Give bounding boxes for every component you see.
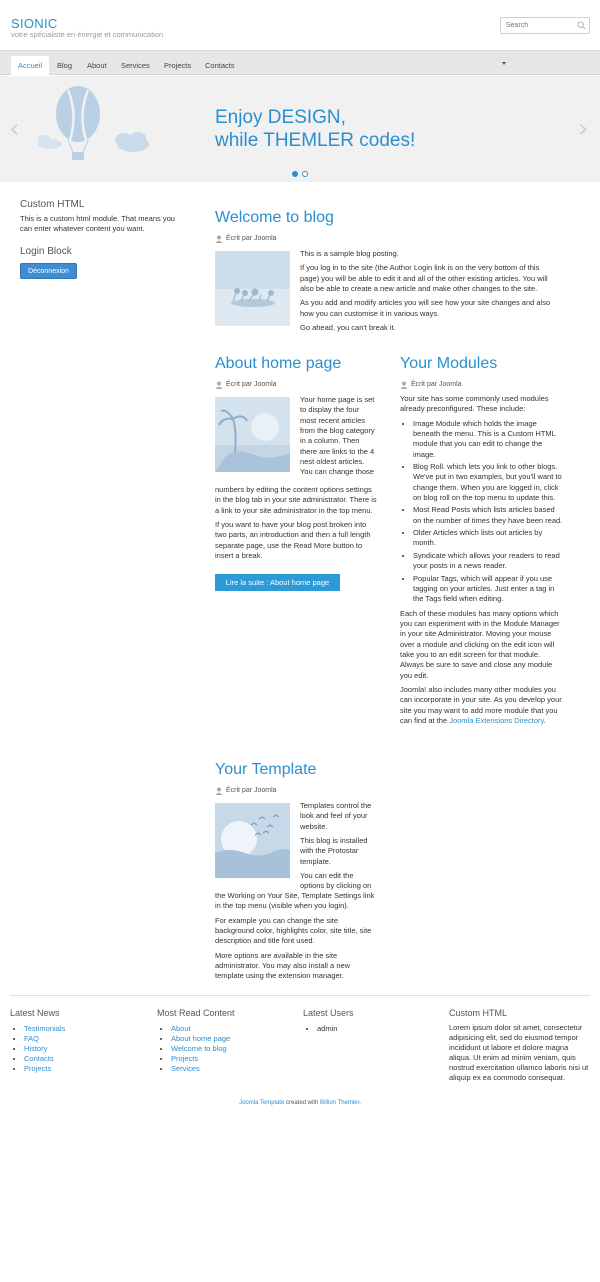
- header: [0, 0, 600, 50]
- themler-link[interactable]: Billion Themler: [320, 1100, 360, 1106]
- sidebar-custom-html-title: Custom HTML: [20, 199, 85, 210]
- slider-prev-icon[interactable]: ‹: [9, 114, 20, 144]
- sidebar-login-title: Login Block: [20, 246, 72, 257]
- article-title-modules[interactable]: Your Modules: [400, 355, 498, 372]
- article-paragraph: You can edit the options by clicking on: [300, 871, 372, 891]
- article-author-welcome: [215, 234, 277, 243]
- article-paragraph: Your site has some commonly used modules already preconfigured. These include:: [400, 394, 549, 414]
- article-body-about: [215, 485, 377, 565]
- author-label: Écrit par Joomla: [226, 381, 277, 388]
- article-author-template: [215, 786, 277, 795]
- article-author-modules: [400, 380, 462, 389]
- footer-most-read: [157, 1024, 230, 1074]
- nav-item-services[interactable]: Services: [121, 61, 150, 70]
- footer-latest-users-title: Latest Users: [303, 1008, 354, 1018]
- nav-item-blog[interactable]: Blog: [57, 61, 73, 70]
- article-title-about[interactable]: About home page: [215, 355, 342, 372]
- site-title[interactable]: SIONIC: [11, 16, 58, 31]
- footer-link[interactable]: FAQ: [24, 1034, 40, 1043]
- footer-link[interactable]: Contacts: [24, 1054, 54, 1063]
- article-paragraph: More options are available in the site administrator. You may also install a new template using the extension manager.: [215, 950, 351, 981]
- article-image-template: [215, 803, 290, 878]
- article-paragraph: If you want to have your blog post broken into two parts, an introduction and then a full length separate page, use the Read More button to insert a break.: [215, 520, 371, 561]
- article-paragraph: This is a sample blog posting.: [300, 249, 399, 258]
- footer-custom-html-title: Custom HTML: [449, 1008, 508, 1018]
- slide-headline: [215, 107, 415, 153]
- slider-next-icon[interactable]: ›: [578, 114, 589, 144]
- nav-item-contacts[interactable]: Contacts: [205, 61, 235, 70]
- nav-item-about[interactable]: About: [87, 61, 107, 70]
- search-input[interactable]: [501, 18, 575, 33]
- list-item: • Syndicate which allows your readers to read your posts in a news reader.: [413, 551, 564, 572]
- article-paragraph: If you log in to the site (the Author Login link is on the very bottom of this page) you will be able to edit it and all of the other existing articles. You will also be able to create a new article and make other changes to the site.: [300, 263, 548, 294]
- footer-credit: [0, 1099, 600, 1107]
- author-label: Écrit par Joomla: [226, 235, 277, 242]
- slide-headline-line1: Enjoy DESIGN,: [215, 107, 346, 128]
- user-list-item: • admin: [317, 1024, 337, 1034]
- article-paragraph: Templates control the look and feel of your website.: [300, 801, 372, 831]
- article-body-modules: [400, 394, 564, 726]
- footer-latest-news-title: Latest News: [10, 1008, 60, 1018]
- article-paragraph: Each of these modules has many options which you can experiment with in the Module Manager in your site Administrator. Moving your mouse over a module and clicking on the edit icon will take you to an edit screen for that module. Always be sure to save and close any module you edit.: [400, 608, 560, 680]
- footer-link[interactable]: About home page: [171, 1034, 231, 1043]
- article-title-template[interactable]: Your Template: [215, 761, 317, 778]
- footer-divider: [10, 995, 590, 996]
- list-item: • Image Module which holds the image beneath the menu. This is a Custom HTML module that you can edit to change the image.: [413, 419, 564, 460]
- credit-text: created with: [284, 1100, 320, 1106]
- article-paragraph: numbers by editing the content options settings in the blog tab in your site administrator. There is a link to your site administrator in the top menu.: [215, 485, 377, 515]
- site-slogan: votre spécialiste en énergie et communication: [11, 30, 164, 39]
- user-icon: [215, 381, 223, 389]
- search-box: [500, 17, 590, 34]
- hot-air-balloon-illustration: [38, 84, 153, 168]
- article-paragraph: For example you can change the site background color, highlights color, site title, site description and title font used.: [215, 915, 372, 946]
- article-author-about: [215, 380, 277, 389]
- article-image-welcome: [215, 251, 290, 326]
- extensions-directory-link[interactable]: Joomla Extensions Directory: [449, 715, 544, 725]
- article-paragraph: Go ahead, you can't break it.: [300, 323, 396, 333]
- article-paragraph: the Working on Your Site, Template Settings link in the top menu (visible when you login).: [215, 891, 375, 911]
- article-paragraph: [400, 685, 564, 726]
- footer-link[interactable]: Testimonials: [24, 1024, 66, 1033]
- footer-link[interactable]: History: [24, 1044, 48, 1053]
- article-image-about: [215, 397, 290, 472]
- article-text: .: [543, 715, 546, 725]
- footer-custom-html-text: Lorem ipsum dolor sit amet, consectetur adipisicing elit, sed do eiusmod tempor incididunt ut labore et dolore magna aliqua. Ut enim ad minim veniam, quis nostrud exercitation ullamco laboris nisi ut aliquip ex ea commodo consequat.: [449, 1023, 589, 1082]
- slider: [0, 76, 600, 182]
- footer-most-read-title: Most Read Content: [157, 1008, 235, 1018]
- author-label: Écrit par Joomla: [226, 787, 277, 794]
- footer-link[interactable]: Services: [171, 1064, 200, 1073]
- sidebar-custom-html-text: This is a custom html module. That means you can enter whatever content you want.: [20, 214, 175, 234]
- list-item: • Most Read Posts which lists articles based on the number of times they have been read.: [413, 505, 564, 526]
- footer-latest-news: [10, 1024, 65, 1074]
- nav-item-projects[interactable]: Projects: [164, 61, 192, 70]
- article-body-template: [215, 891, 377, 986]
- slider-dot-1[interactable]: [292, 171, 298, 177]
- article-text: Joomla! also includes many other modules you can incorporate in your site. As you develop your site you may want to add more module that you can find at the: [400, 684, 562, 725]
- logout-button[interactable]: Déconnexion: [20, 263, 77, 279]
- article-body-about-wrap: Your home page is set to display the four most recent articles from the blog category in a column. Then there are links to the 4 nest oldest articles. You can change those: [300, 395, 375, 477]
- author-label: Écrit par Joomla: [411, 381, 462, 388]
- user-icon: [400, 381, 408, 389]
- article-paragraph: This blog is installed with the Protostar template.: [300, 836, 368, 866]
- footer-link[interactable]: Projects: [24, 1064, 52, 1073]
- list-item: • Popular Tags, which will appear if you use tagging on your articles. Just enter a tag in the Tags field when editing.: [413, 574, 564, 605]
- article-body-welcome: [300, 249, 558, 337]
- article-body-template-wrap: [300, 801, 376, 892]
- credit-text: .: [359, 1100, 361, 1106]
- user-icon: [215, 235, 223, 243]
- nav-item-accueil[interactable]: Accueil: [11, 56, 49, 75]
- nav-dropdown-caret-icon[interactable]: [502, 62, 506, 65]
- search-icon[interactable]: [577, 21, 586, 30]
- article-paragraph: As you add and modify articles you will see how your site changes and also how you can customise it in various ways.: [300, 298, 551, 318]
- footer-link[interactable]: Welcome to blog: [171, 1044, 227, 1053]
- list-item: • Blog Roll. which lets you link to other blogs. We've put in two examples, but you'll want to change them. When you are logged in, click on blog roll on the top menu to update this.: [413, 462, 564, 503]
- read-more-button[interactable]: Lire la suite : About home page: [215, 574, 340, 591]
- main-nav: [0, 50, 600, 75]
- list-item: • Older Articles which lists out articles by month.: [413, 528, 564, 549]
- modules-list: [400, 419, 564, 605]
- user-icon: [215, 787, 223, 795]
- footer-link[interactable]: Projects: [171, 1054, 199, 1063]
- footer-link[interactable]: About: [171, 1024, 191, 1033]
- joomla-template-link[interactable]: Joomla Template: [239, 1100, 285, 1106]
- footer-latest-users: [303, 1024, 337, 1034]
- slider-dot-2[interactable]: [302, 171, 308, 177]
- slide-headline-line2: while THEMLER codes!: [215, 129, 416, 151]
- article-title-welcome[interactable]: Welcome to blog: [215, 209, 334, 226]
